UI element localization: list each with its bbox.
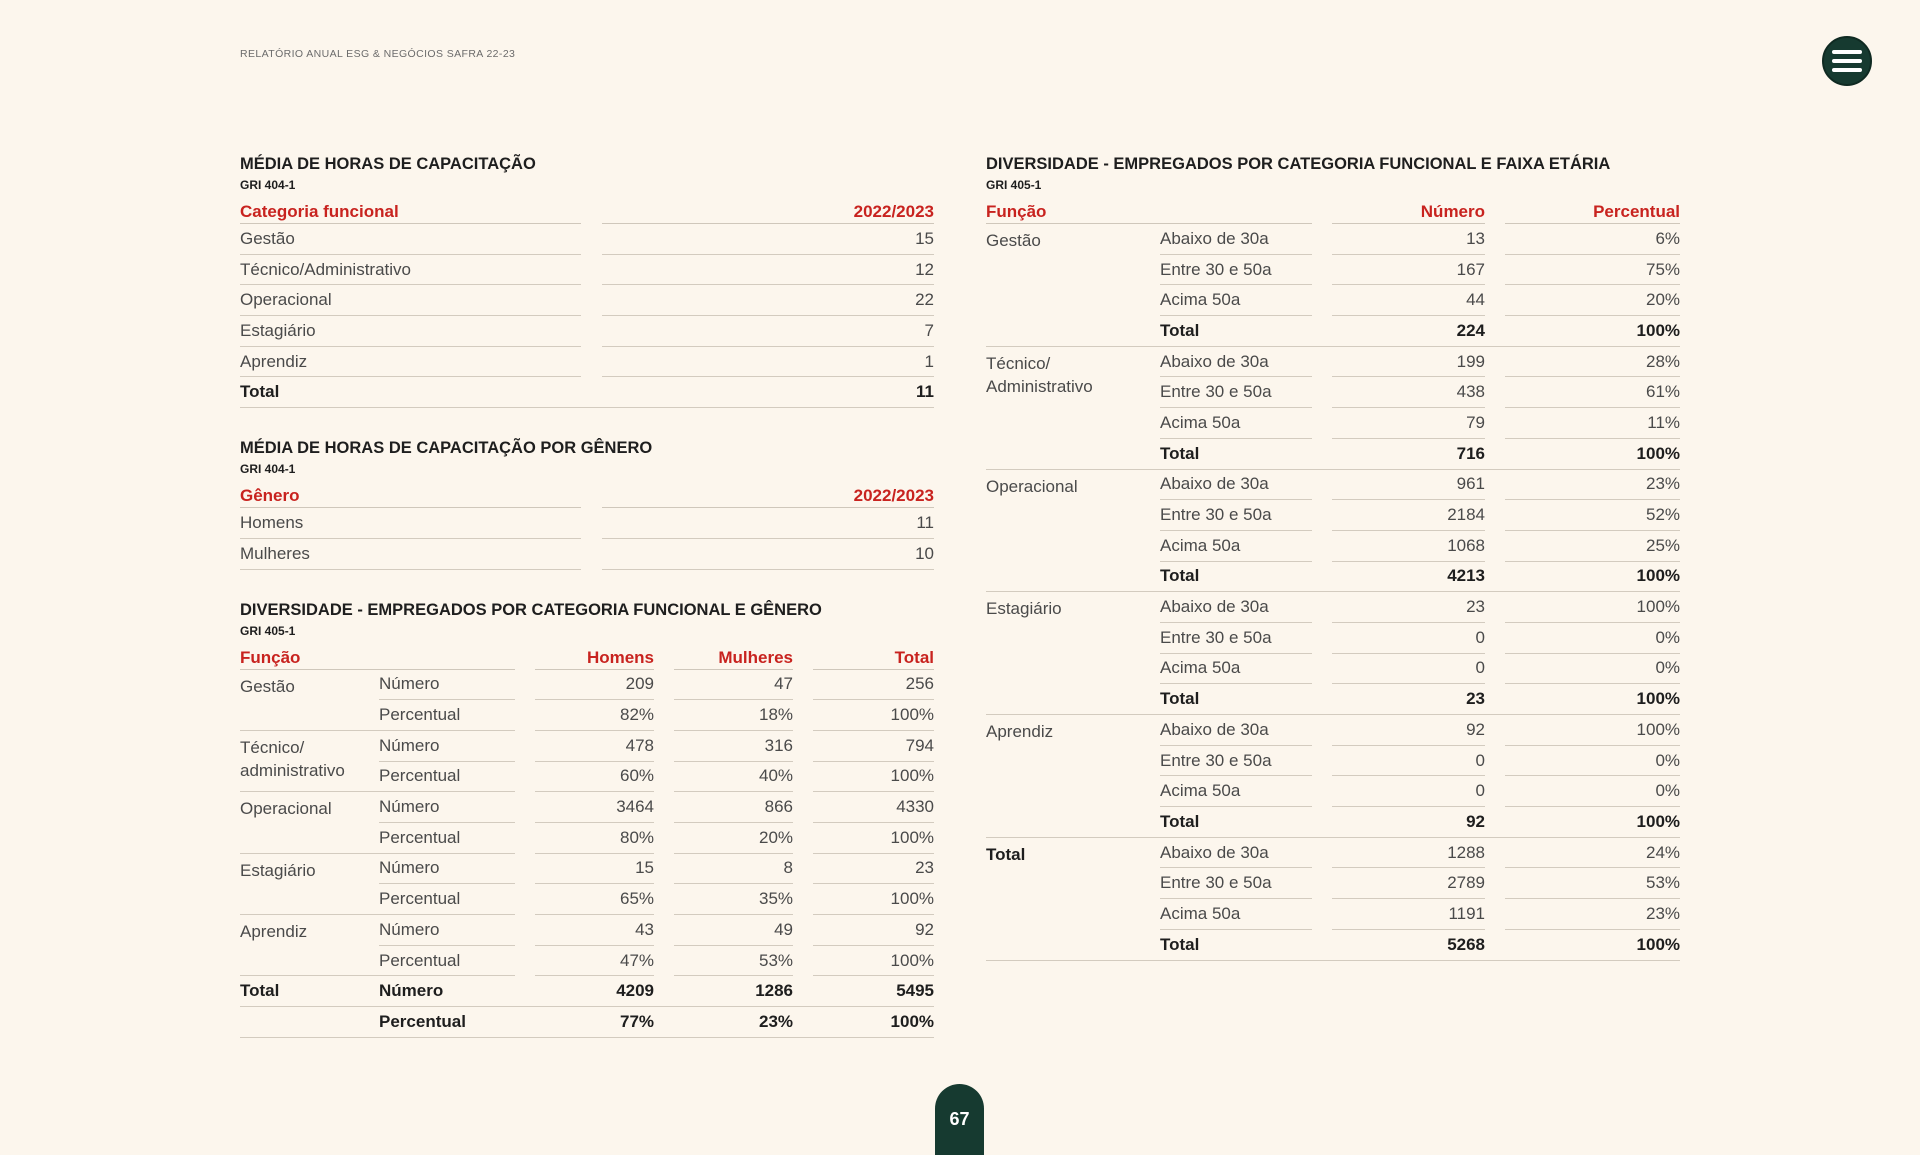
cell-value: 82% bbox=[535, 700, 654, 731]
row-label: Número bbox=[379, 915, 515, 946]
cell-value: 28% bbox=[1505, 347, 1680, 378]
cell-value: 35% bbox=[674, 884, 793, 915]
cell-value: 79 bbox=[1332, 408, 1485, 439]
cell-value: 478 bbox=[535, 731, 654, 762]
column-header: Mulheres bbox=[674, 642, 793, 670]
cell-value: 20% bbox=[1505, 285, 1680, 316]
row-label: Entre 30 e 50a bbox=[1160, 623, 1312, 654]
cell-value: 438 bbox=[1332, 377, 1485, 408]
cell-value: 40% bbox=[674, 762, 793, 793]
cell-value: 100% bbox=[813, 884, 934, 915]
cell-value: 92 bbox=[1332, 715, 1485, 746]
cell-value: 92 bbox=[1332, 807, 1485, 838]
page-number: 67 bbox=[935, 1084, 984, 1155]
total-row bbox=[240, 1007, 934, 1038]
row-label: Total bbox=[1160, 684, 1312, 715]
table-row bbox=[240, 670, 934, 701]
training-hours-gender-section bbox=[240, 438, 934, 569]
cell-value: 0% bbox=[1505, 746, 1680, 777]
cell-value: 47% bbox=[535, 946, 654, 977]
row-label: Percentual bbox=[379, 1007, 515, 1038]
row-label: Abaixo de 30a bbox=[1160, 470, 1312, 501]
cell-value: 23 bbox=[1332, 684, 1485, 715]
table-row bbox=[986, 347, 1680, 378]
cell-value: 4209 bbox=[535, 976, 654, 1007]
table-row bbox=[986, 592, 1680, 623]
column-header: 2022/2023 bbox=[602, 480, 934, 508]
row-label: Total bbox=[1160, 930, 1312, 961]
row-label: Total bbox=[240, 377, 581, 408]
cell-value: 224 bbox=[1332, 316, 1485, 347]
column-header: Categoria funcional bbox=[240, 196, 581, 224]
cell-value: 167 bbox=[1332, 255, 1485, 286]
table-row bbox=[240, 792, 934, 823]
row-label: Estagiário bbox=[240, 316, 581, 347]
cell-value: 0 bbox=[1332, 746, 1485, 777]
row-label: Percentual bbox=[379, 700, 515, 731]
cell-value: 15 bbox=[535, 854, 654, 885]
row-label: Acima 50a bbox=[1160, 285, 1312, 316]
cell-value: 316 bbox=[674, 731, 793, 762]
cell-value: 4213 bbox=[1332, 562, 1485, 593]
row-label: Aprendiz bbox=[240, 347, 581, 378]
row-label: Total bbox=[1160, 562, 1312, 593]
row-label: Técnico/Administrativo bbox=[240, 255, 581, 286]
table-row bbox=[240, 508, 934, 539]
column-header: 2022/2023 bbox=[602, 196, 934, 224]
cell-value: 61% bbox=[1505, 377, 1680, 408]
row-label: Entre 30 e 50a bbox=[1160, 500, 1312, 531]
group-label: Gestão bbox=[240, 670, 379, 731]
cell-value: 100% bbox=[1505, 930, 1680, 961]
cell-value: 5495 bbox=[813, 976, 934, 1007]
row-label: Acima 50a bbox=[1160, 776, 1312, 807]
training-hours-gender-table bbox=[240, 480, 934, 569]
cell-value: 65% bbox=[535, 884, 654, 915]
cell-value: 1288 bbox=[1332, 838, 1485, 869]
row-value: 15 bbox=[602, 224, 934, 255]
cell-value: 20% bbox=[674, 823, 793, 854]
cell-value: 13 bbox=[1332, 224, 1485, 255]
cell-value: 0% bbox=[1505, 623, 1680, 654]
cell-value: 0 bbox=[1332, 776, 1485, 807]
group-label: Operacional bbox=[240, 792, 379, 853]
row-label: Acima 50a bbox=[1160, 899, 1312, 930]
row-label: Percentual bbox=[379, 946, 515, 977]
table-row bbox=[240, 255, 934, 286]
row-label: Número bbox=[379, 731, 515, 762]
section-title: MÉDIA DE HORAS DE CAPACITAÇÃO bbox=[240, 155, 536, 173]
column-header: Total bbox=[813, 642, 934, 670]
column-header: Percentual bbox=[1505, 196, 1680, 224]
row-label: Número bbox=[379, 976, 515, 1007]
cell-value: 43 bbox=[535, 915, 654, 946]
hamburger-menu-icon[interactable] bbox=[1822, 36, 1872, 86]
cell-value: 100% bbox=[1505, 316, 1680, 347]
row-label: Total bbox=[1160, 316, 1312, 347]
section-title: DIVERSIDADE - EMPREGADOS POR CATEGORIA FUNCIONAL E GÊNERO bbox=[240, 600, 822, 619]
column-header: Gênero bbox=[240, 480, 581, 508]
cell-value: 866 bbox=[674, 792, 793, 823]
cell-value: 47 bbox=[674, 670, 793, 701]
group-label: Estagiário bbox=[240, 854, 379, 915]
cell-value: 199 bbox=[1332, 347, 1485, 378]
table-row bbox=[240, 224, 934, 255]
gri-code: GRI 404-1 bbox=[240, 178, 296, 192]
group-label: Técnico/ administrativo bbox=[240, 731, 379, 792]
cell-value: 0 bbox=[1332, 654, 1485, 685]
row-label: Gestão bbox=[240, 224, 581, 255]
table-row bbox=[986, 470, 1680, 501]
group-label: Operacional bbox=[986, 470, 1160, 593]
cell-value: 209 bbox=[535, 670, 654, 701]
table-row bbox=[986, 715, 1680, 746]
cell-value: 3464 bbox=[535, 792, 654, 823]
cell-value: 44 bbox=[1332, 285, 1485, 316]
cell-value: 23% bbox=[1505, 899, 1680, 930]
cell-value: 23% bbox=[1505, 470, 1680, 501]
group-label: Aprendiz bbox=[986, 715, 1160, 838]
cell-value: 100% bbox=[1505, 562, 1680, 593]
diversity-age-table bbox=[986, 196, 1680, 961]
row-label: Total bbox=[1160, 807, 1312, 838]
column-header: Número bbox=[1332, 196, 1485, 224]
cell-value: 24% bbox=[1505, 838, 1680, 869]
row-value: 1 bbox=[602, 347, 934, 378]
right-column bbox=[986, 154, 1680, 991]
row-label: Abaixo de 30a bbox=[1160, 592, 1312, 623]
diversity-gender-table bbox=[240, 642, 934, 1038]
group-label: Técnico/ Administrativo bbox=[986, 347, 1160, 470]
cell-value: 0 bbox=[1332, 623, 1485, 654]
cell-value: 11% bbox=[1505, 408, 1680, 439]
diversity-gender-section bbox=[240, 600, 934, 1038]
cell-value: 100% bbox=[1505, 439, 1680, 470]
cell-value: 5268 bbox=[1332, 930, 1485, 961]
cell-value: 2789 bbox=[1332, 868, 1485, 899]
table-row bbox=[986, 838, 1680, 869]
cell-value: 75% bbox=[1505, 255, 1680, 286]
column-header: Homens bbox=[535, 642, 654, 670]
row-label: Abaixo de 30a bbox=[1160, 838, 1312, 869]
row-label: Percentual bbox=[379, 762, 515, 793]
column-header: Função bbox=[986, 196, 1312, 224]
row-label: Homens bbox=[240, 508, 581, 539]
table-row bbox=[240, 854, 934, 885]
table-row bbox=[240, 539, 934, 570]
training-hours-table bbox=[240, 196, 934, 408]
section-title: MÉDIA DE HORAS DE CAPACITAÇÃO POR GÊNERO bbox=[240, 439, 653, 458]
cell-value: 100% bbox=[1505, 684, 1680, 715]
column-header: Função bbox=[240, 642, 515, 670]
cell-value: 92 bbox=[813, 915, 934, 946]
total-row bbox=[240, 976, 934, 1007]
group-label: Total bbox=[986, 838, 1160, 961]
menu-bar bbox=[1832, 59, 1862, 63]
cell-value: 60% bbox=[535, 762, 654, 793]
cell-value: 100% bbox=[813, 1007, 934, 1038]
cell-value: 25% bbox=[1505, 531, 1680, 562]
cell-value: 52% bbox=[1505, 500, 1680, 531]
cell-value: 794 bbox=[813, 731, 934, 762]
group-label: Aprendiz bbox=[240, 915, 379, 976]
row-label: Percentual bbox=[379, 823, 515, 854]
cell-value: 1286 bbox=[674, 976, 793, 1007]
cell-value: 100% bbox=[813, 700, 934, 731]
cell-value: 100% bbox=[1505, 715, 1680, 746]
row-label: Abaixo de 30a bbox=[1160, 224, 1312, 255]
cell-value: 100% bbox=[1505, 807, 1680, 838]
cell-value: 53% bbox=[674, 946, 793, 977]
cell-value: 23 bbox=[1332, 592, 1485, 623]
row-label: Total bbox=[1160, 439, 1312, 470]
cell-value: 256 bbox=[813, 670, 934, 701]
cell-value: 2184 bbox=[1332, 500, 1485, 531]
table-row bbox=[240, 731, 934, 762]
cell-value: 1191 bbox=[1332, 899, 1485, 930]
cell-value: 100% bbox=[813, 946, 934, 977]
row-value: 22 bbox=[602, 285, 934, 316]
row-label: Abaixo de 30a bbox=[1160, 715, 1312, 746]
cell-value: 4330 bbox=[813, 792, 934, 823]
group-label: Estagiário bbox=[986, 592, 1160, 715]
left-column bbox=[240, 154, 934, 1068]
gri-code: GRI 405-1 bbox=[986, 178, 1042, 192]
row-value: 11 bbox=[602, 508, 934, 539]
row-value: 10 bbox=[602, 539, 934, 570]
row-label: Acima 50a bbox=[1160, 531, 1312, 562]
document-header: RELATÓRIO ANUAL ESG & NEGÓCIOS SAFRA 22-23 bbox=[240, 48, 516, 60]
cell-value: 77% bbox=[535, 1007, 654, 1038]
cell-value: 23% bbox=[674, 1007, 793, 1038]
cell-value: 6% bbox=[1505, 224, 1680, 255]
gri-code: GRI 404-1 bbox=[240, 462, 296, 477]
cell-value: 49 bbox=[674, 915, 793, 946]
row-label: Acima 50a bbox=[1160, 654, 1312, 685]
cell-value: 961 bbox=[1332, 470, 1485, 501]
gri-code: GRI 405-1 bbox=[240, 623, 296, 638]
total-row bbox=[240, 377, 934, 408]
diversity-age-section bbox=[986, 154, 1680, 961]
cell-value: 100% bbox=[1505, 592, 1680, 623]
training-hours-section bbox=[240, 154, 934, 408]
cell-value: 100% bbox=[813, 823, 934, 854]
table-header-row bbox=[240, 642, 934, 670]
row-label: Entre 30 e 50a bbox=[1160, 746, 1312, 777]
cell-value: 0% bbox=[1505, 654, 1680, 685]
row-label: Número bbox=[379, 670, 515, 701]
table-row bbox=[240, 915, 934, 946]
table-header-row bbox=[240, 480, 934, 508]
group-label: Total bbox=[240, 976, 379, 1007]
row-label: Percentual bbox=[379, 884, 515, 915]
cell-value: 18% bbox=[674, 700, 793, 731]
cell-value: 23 bbox=[813, 854, 934, 885]
table-header-row bbox=[240, 196, 934, 224]
cell-value: 53% bbox=[1505, 868, 1680, 899]
row-value: 7 bbox=[602, 316, 934, 347]
row-value: 11 bbox=[602, 377, 934, 408]
cell-value: 716 bbox=[1332, 439, 1485, 470]
table-row bbox=[240, 347, 934, 378]
row-label: Número bbox=[379, 792, 515, 823]
row-label: Abaixo de 30a bbox=[1160, 347, 1312, 378]
row-label: Número bbox=[379, 854, 515, 885]
row-label: Entre 30 e 50a bbox=[1160, 255, 1312, 286]
cell-value: 8 bbox=[674, 854, 793, 885]
group-label: Gestão bbox=[986, 224, 1160, 347]
row-value: 12 bbox=[602, 255, 934, 286]
cell-value: 80% bbox=[535, 823, 654, 854]
row-label: Entre 30 e 50a bbox=[1160, 868, 1312, 899]
section-title: DIVERSIDADE - EMPREGADOS POR CATEGORIA FUNCIONAL E FAIXA ETÁRIA bbox=[986, 155, 1611, 173]
table-row bbox=[240, 285, 934, 316]
table-header-row bbox=[986, 196, 1680, 224]
cell-value: 100% bbox=[813, 762, 934, 793]
row-label: Entre 30 e 50a bbox=[1160, 377, 1312, 408]
table-row bbox=[986, 224, 1680, 255]
row-label: Operacional bbox=[240, 285, 581, 316]
menu-bar bbox=[1832, 50, 1862, 54]
menu-bar bbox=[1832, 68, 1862, 72]
cell-value: 1068 bbox=[1332, 531, 1485, 562]
row-label: Acima 50a bbox=[1160, 408, 1312, 439]
row-label: Mulheres bbox=[240, 539, 581, 570]
cell-value: 0% bbox=[1505, 776, 1680, 807]
table-row bbox=[240, 316, 934, 347]
